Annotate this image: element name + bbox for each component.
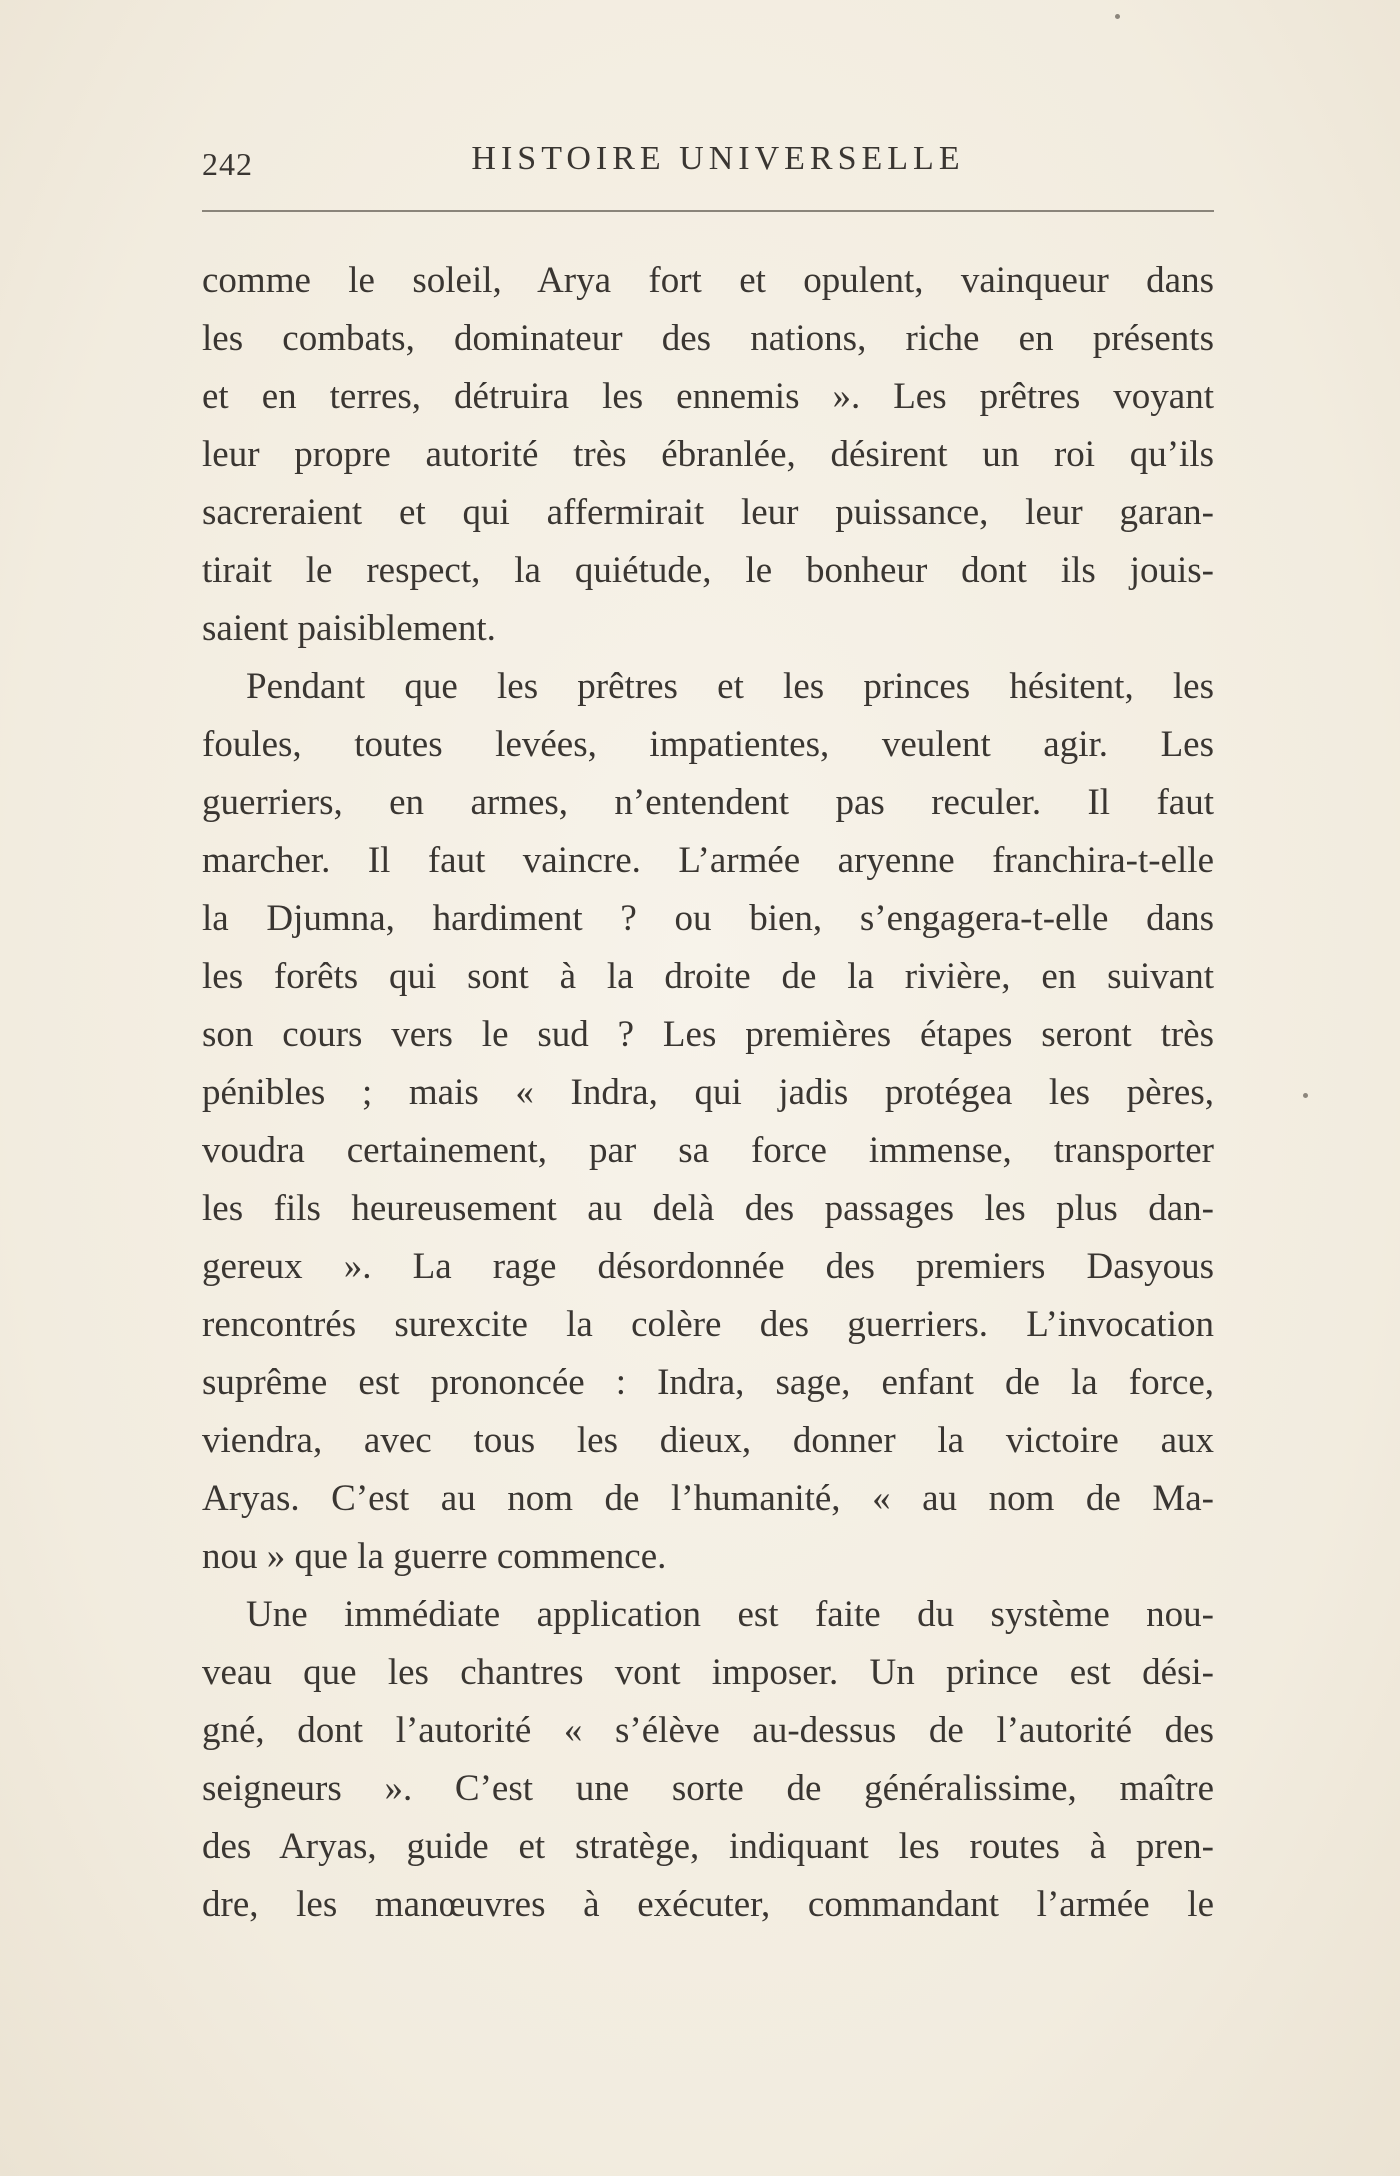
paper-speck [1303,1093,1308,1098]
page-number: 242 [202,146,253,182]
text-line: marcher. Il faut vaincre. L’armée aryenne franchira-t-elle [202,840,1214,881]
text-line: les forêts qui sont à la droite de la rivière, en suivant [202,956,1214,997]
text-line: dre, les manœuvres à exécuter, commandant l’armée le [202,1884,1214,1925]
text-line: suprême est prononcée : Indra, sage, enfant de la force, [202,1362,1214,1403]
text-line: les fils heureusement au delà des passages les plus dan- [202,1188,1214,1229]
text-line: tirait le respect, la quiétude, le bonheur dont ils jouis- [202,550,1214,591]
text-line: et en terres, détruira les ennemis ». Les prêtres voyant [202,376,1214,417]
text-line: foules, toutes levées, impatientes, veulent agir. Les [202,724,1214,765]
text-line: seigneurs ». C’est une sorte de généralissime, maître [202,1768,1214,1809]
text-line: voudra certainement, par sa force immense, transporter [202,1130,1214,1171]
text-line: gné, dont l’autorité « s’élève au-dessus de l’autorité des [202,1710,1214,1751]
text-line: Pendant que les prêtres et les princes hésitent, les [246,666,1214,707]
text-line: les combats, dominateur des nations, riche en présents [202,318,1214,359]
running-title: HISTOIRE UNIVERSELLE [471,140,965,177]
page-header [202,140,1214,188]
text-line: la Djumna, hardiment ? ou bien, s’engagera-t-elle dans [202,898,1214,939]
paper-speck [1115,14,1120,19]
text-line: sacreraient et qui affermirait leur puissance, leur garan- [202,492,1214,533]
text-line: son cours vers le sud ? Les premières étapes seront très [202,1014,1214,1055]
text-line: Aryas. C’est au nom de l’humanité, « au nom de Ma- [202,1478,1214,1519]
text-line: guerriers, en armes, n’entendent pas reculer. Il faut [202,782,1214,823]
body-text [202,252,1214,1934]
text-line: gereux ». La rage désordonnée des premiers Dasyous [202,1246,1214,1287]
text-line: nou » que la guerre commence. [202,1536,667,1577]
text-line: viendra, avec tous les dieux, donner la victoire aux [202,1420,1214,1461]
header-rule [202,210,1214,212]
text-line: saient paisiblement. [202,608,496,649]
text-line: leur propre autorité très ébranlée, désirent un roi qu’ils [202,434,1214,475]
text-line: Une immédiate application est faite du système nou- [246,1594,1214,1635]
text-line: rencontrés surexcite la colère des guerriers. L’invocation [202,1304,1214,1345]
text-line: veau que les chantres vont imposer. Un prince est dési- [202,1652,1214,1693]
text-line: comme le soleil, Arya fort et opulent, vainqueur dans [202,260,1214,301]
text-line: pénibles ; mais « Indra, qui jadis protégea les pères, [202,1072,1214,1113]
text-line: des Aryas, guide et stratège, indiquant les routes à pren- [202,1826,1214,1867]
